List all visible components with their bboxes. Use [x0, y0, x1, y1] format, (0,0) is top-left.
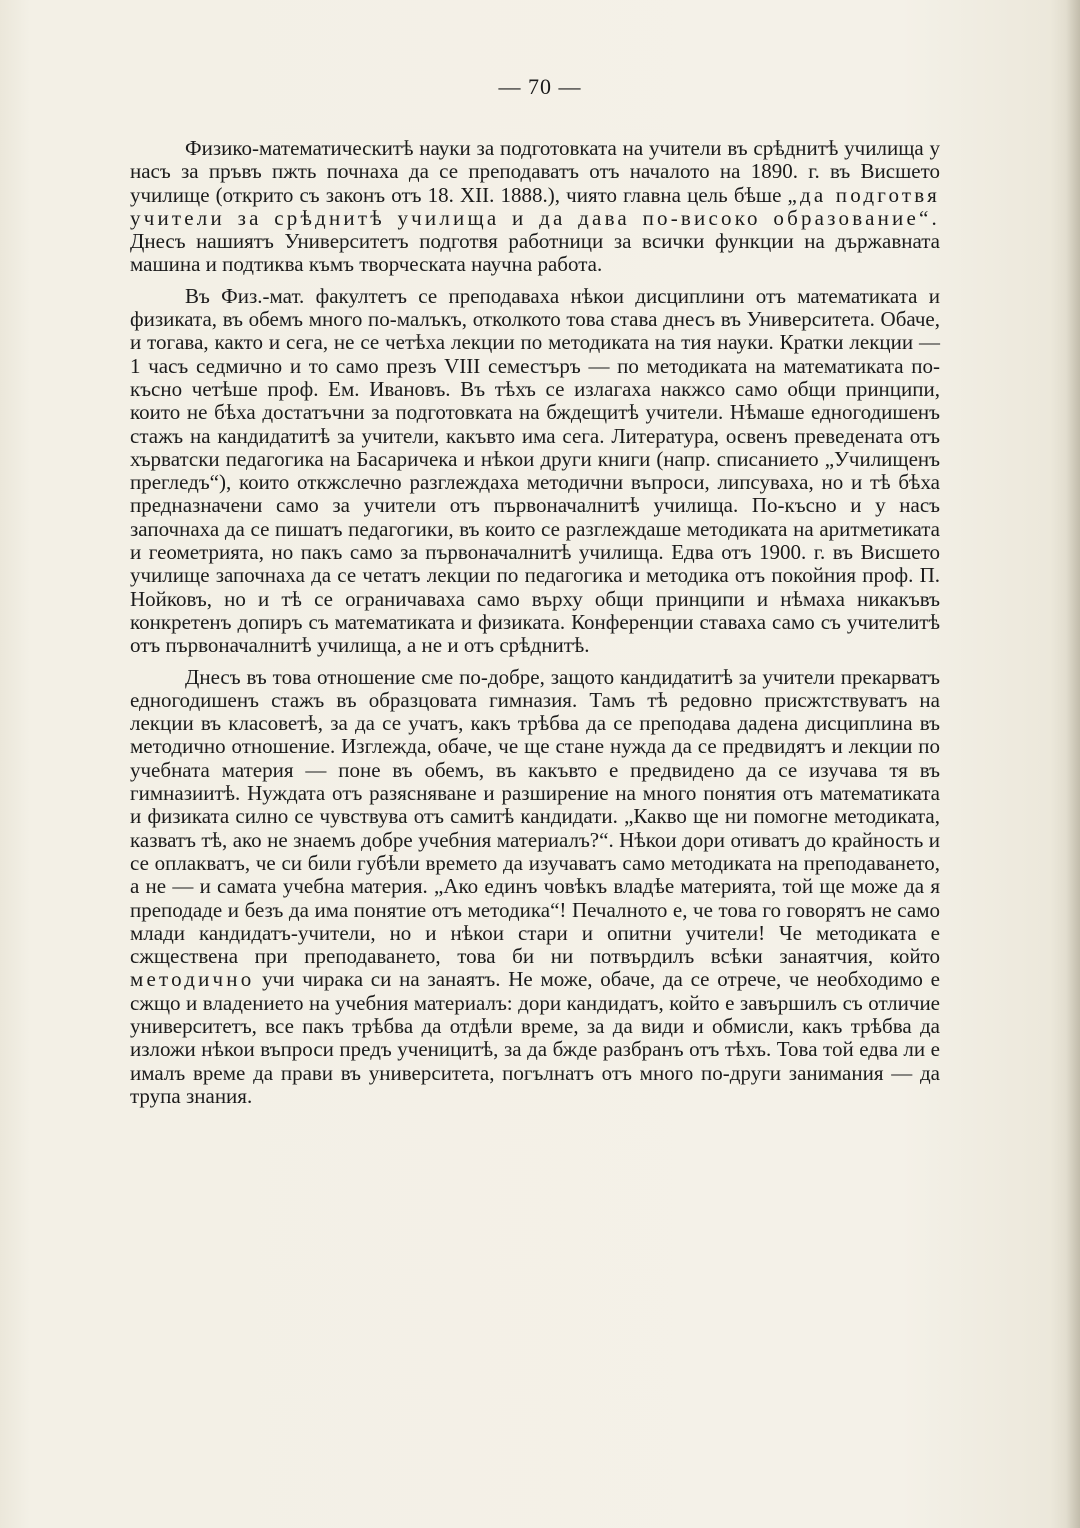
paragraph-1-text: Физико-математическитѣ науки за подготовката на учители въ срѣднитѣ училища у насъ за пръвъ пжть почнаха да се преподаватъ отъ началото на 1890. г. въ Висшето училище (открито съ законъ отъ 18. XII. 1888.), чиято главна цель бѣше [130, 136, 940, 207]
paragraph-1-emphasis: „да подготвя учители за срѣднитѣ училища и да дава по-високо образование“. [130, 182, 940, 230]
page-edge-shadow [1066, 0, 1080, 1528]
paragraph-3-tail: учи чирака си на занаятъ. Не може, обаче, да се отрече, че необходимо е сжщо и владението на учебния материалъ: дори кандидатъ, който е завършилъ съ отличие университетъ, все пакъ трѣбва да отдѣли време, за да види и обмисли, какъ трѣбва да изложи нѣкои въпроси предъ ученицитѣ, за да бжде разбранъ отъ тѣхъ. Това той едва ли е ималъ време да прави въ университета, погълнатъ отъ много по-други занимания — да трупа знания. [130, 967, 940, 1108]
page-number: — 70 — [498, 74, 582, 99]
paragraph-3 [130, 666, 940, 1109]
paragraph-1-tail: Днесъ нашиятъ Университетъ подготвя работници за всички функции на държавната машина и подтиква къмъ творческата научна работа. [130, 229, 940, 277]
paragraph-3-text: Днесъ въ това отношение сме по-добре, защото кандидатитѣ за учители прекарватъ едногодишенъ стажъ въ образцовата гимназия. Тамъ тѣ редовно присжтствуватъ на лекции въ класоветѣ, за да се учатъ, какъ трѣбва да се преподава дадена дисциплина въ методично отношение. Изглежда, обаче, че ще стане нужда да се предвидятъ и лекции по учебната материя — поне въ обемъ, въ какъвто е предвидено да се изучава тя въ гимназиитѣ. Нуждата отъ разясняване и разширение на много понятия отъ математиката и физиката силно се чувствува отъ самитѣ кандидати. „Какво ще ни помогне методиката, казватъ тѣ, ако не знаемъ добре учебния материалъ?“. Нѣкои дори отиватъ до крайность и се оплакватъ, че си били губѣли времето да изучаватъ само методиката на преподаването, а не — и самата учебна материя. „Ако единъ човѣкъ владѣе материята, той ще може да я преподаде и безъ да има понятие отъ методика“! Печалното е, че това го говорятъ не само млади кандидатъ-учители, но и нѣкои стари и опитни учители! Че методиката е сжществена при преподаването, това би ни потвърдилъ всѣки занаятчия, който [130, 664, 940, 969]
paragraph-2: Въ Физ.-мат. факултетъ се преподаваха нѣкои дисциплини отъ математиката и физиката, въ обемъ много по-малъкъ, отколкото това става днесъ въ Университета. Обаче, и тогава, както и сега, не се четѣха лекции по методиката на тия науки. Кратки лекции — 1 часъ седмично и то само презъ VIII семестъръ — по методиката на математиката по-късно четѣше проф. Ем. Ивановъ. Въ тѣхъ се излагаха накжсо само общи принципи, които не бѣха достатъчни за подготовката на бждещитѣ учители. Нѣмаше едногодишенъ стажъ на кандидатитѣ за учители, какъвто има сега. Литература, освенъ преведената отъ хърватски педагогика на Басаричека и нѣкои други книги (напр. списанието „Училищенъ прегледъ“), които откжслечно разглеждаха методични въпроси, липсуваха, но и тѣ бѣха предназначени само за учители отъ първоначалнитѣ училища. По-късно и у насъ започнаха да се пишатъ педагогики, въ които се разглеждаше методиката на аритметиката и геометрията, но пакъ само за първоначалнитѣ училища. Едва отъ 1900. г. въ Висшето училище започнаха да се четатъ лекции по педагогика и методика отъ покойния проф. П. Нойковъ, но и тѣ се ограничаваха само върху общи принципи и нѣмаха никакъвъ конкретенъ допиръ съ математиката и физиката. Конференции ставаха само съ учителитѣ отъ първоначалнитѣ училища, а не и отъ срѣднитѣ. [130, 283, 940, 658]
body-text [130, 137, 940, 1114]
paragraph-1 [130, 137, 940, 277]
paragraph-3-emphasis: методично [130, 967, 255, 992]
